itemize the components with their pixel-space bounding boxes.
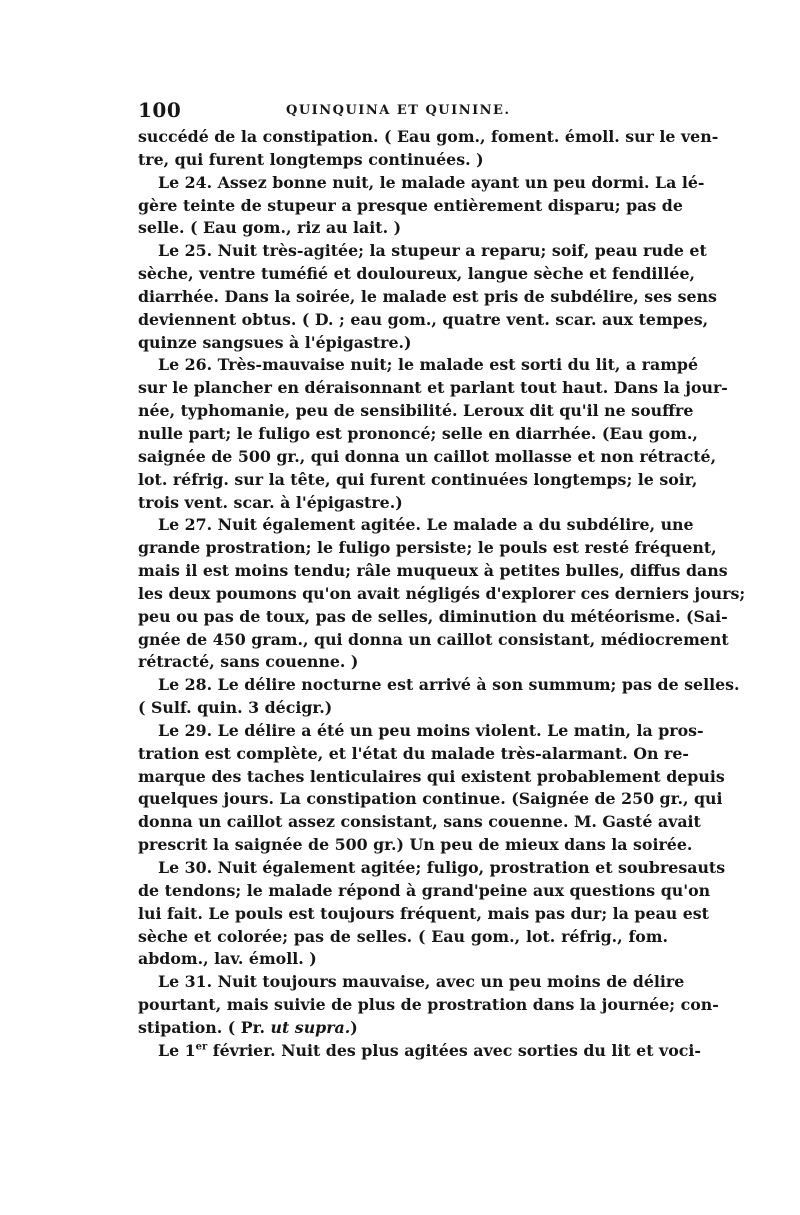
text-line: gnée de 450 gram., qui donna un caillot consistant, médiocrement [138,629,729,649]
text-line: quinze sangsues à l'épigastre.) [138,332,412,352]
text-line: mais il est moins tendu; râle muqueux à petites bulles, diffus dans [138,561,728,581]
text-line: Le 30. Nuit également agitée; fuligo, prostration et soubresauts [158,858,726,877]
text-line: trois vent. scar. à l'épigastre.) [138,492,403,512]
text-line: rétracté, sans couenne. ) [138,652,359,672]
text-line: pourtant, mais suivie de plus de prostration dans la journée; con- [138,995,719,1015]
page-header [138,98,668,122]
text-line: Le 24. Assez bonne nuit, le malade ayant un peu dormi. La lé- [158,172,705,192]
text-line: de tendons; le malade répond à grand'peine aux questions qu'on [138,880,711,900]
text-line: succédé de la constipation. ( Eau gom., foment. émoll. sur le ven- [138,127,719,146]
text-line: lui fait. Le pouls est toujours fréquent, mais pas dur; la peau est [138,903,709,923]
text-line: tre, qui furent longtemps continuées. ) [138,149,484,169]
page-number: 100 [138,98,182,122]
text-line: saignée de 500 gr., qui donna un caillot mollasse et non rétracté, [138,446,717,466]
text-line: Le 31. Nuit toujours mauvaise, avec un peu moins de délire [158,972,685,992]
text-line: les deux poumons qu'on avait négligés d'explorer ces derniers jours; [138,583,746,603]
text-line: grande prostration; le fuligo persiste; le pouls est resté fréquent, [138,538,717,558]
text-line: Le 25. Nuit très-agitée; la stupeur a reparu; soif, peau rude et [158,241,707,261]
text-line: Le 29. Le délire a été un peu moins violent. Le matin, la pros- [158,720,704,740]
text-segment: ) [350,1017,358,1037]
text-line: nulle part; le fuligo est prononcé; selle en diarrhée. (Eau gom., [138,423,698,443]
text-line: prescrit la saignée de 500 gr.) Un peu de mieux dans la soirée. [138,835,693,855]
text-line: donna un caillot assez consistant, sans couenne. M. Gasté avait [138,812,701,832]
text-line: Le 28. Le délire nocturne est arrivé à son summum; pas de selles. [158,675,740,695]
text-segment: Le 1 [158,1040,196,1060]
text-line: née, typhomanie, peu de sensibilité. Leroux dit qu'il ne souffre [138,401,694,421]
text-line: ( Sulf. quin. 3 décigr.) [138,698,333,718]
text-line: selle. ( Eau gom., riz au lait. ) [138,218,402,238]
text-line [138,1040,701,1063]
text-line: sèche et colorée; pas de selles. ( Eau gom., lot. réfrig., fom. [138,926,668,946]
running-title: QUINQUINA ET QUININE. [286,103,511,118]
text-line: Le 26. Très-mauvaise nuit; le malade est sorti du lit, a rampé [158,355,699,375]
text-line: sèche, ventre tuméfié et douloureux, langue sèche et fendillée, [138,264,696,284]
text-segment: février. Nuit des plus agitées avec sorties du lit et voci- [212,1040,701,1060]
italic-text: ut supra. [270,1017,351,1037]
text-line: gère teinte de stupeur a presque entièrement disparu; pas de [138,195,683,215]
text-line: sur le plancher en déraisonnant et parlant tout haut. Dans la jour- [138,378,728,398]
text-line [138,1017,668,1040]
text-segment: stipation. ( Pr. [138,1017,266,1037]
text-line: deviennent obtus. ( D. ; eau gom., quatre vent. scar. aux tempes, [138,309,709,329]
text-line: Le 27. Nuit également agitée. Le malade a du subdélire, une [158,515,694,535]
body-text [138,126,746,1063]
text-line: lot. réfrig. sur la tête, qui furent continuées longtemps; le soir, [138,469,698,489]
text-line: marque des taches lenticulaires qui existent probablement depuis [138,766,725,786]
text-line: tration est complète, et l'état du malade très-alarmant. On re- [138,743,689,763]
text-line: peu ou pas de toux, pas de selles, diminution du météorisme. (Sai- [138,606,728,626]
superscript: er [195,1041,208,1053]
text-line: abdom., lav. émoll. ) [138,949,317,969]
text-line: diarrhée. Dans la soirée, le malade est pris de subdélire, ses sens [138,286,717,306]
text-line: quelques jours. La constipation continue. (Saignée de 250 gr., qui [138,789,723,809]
